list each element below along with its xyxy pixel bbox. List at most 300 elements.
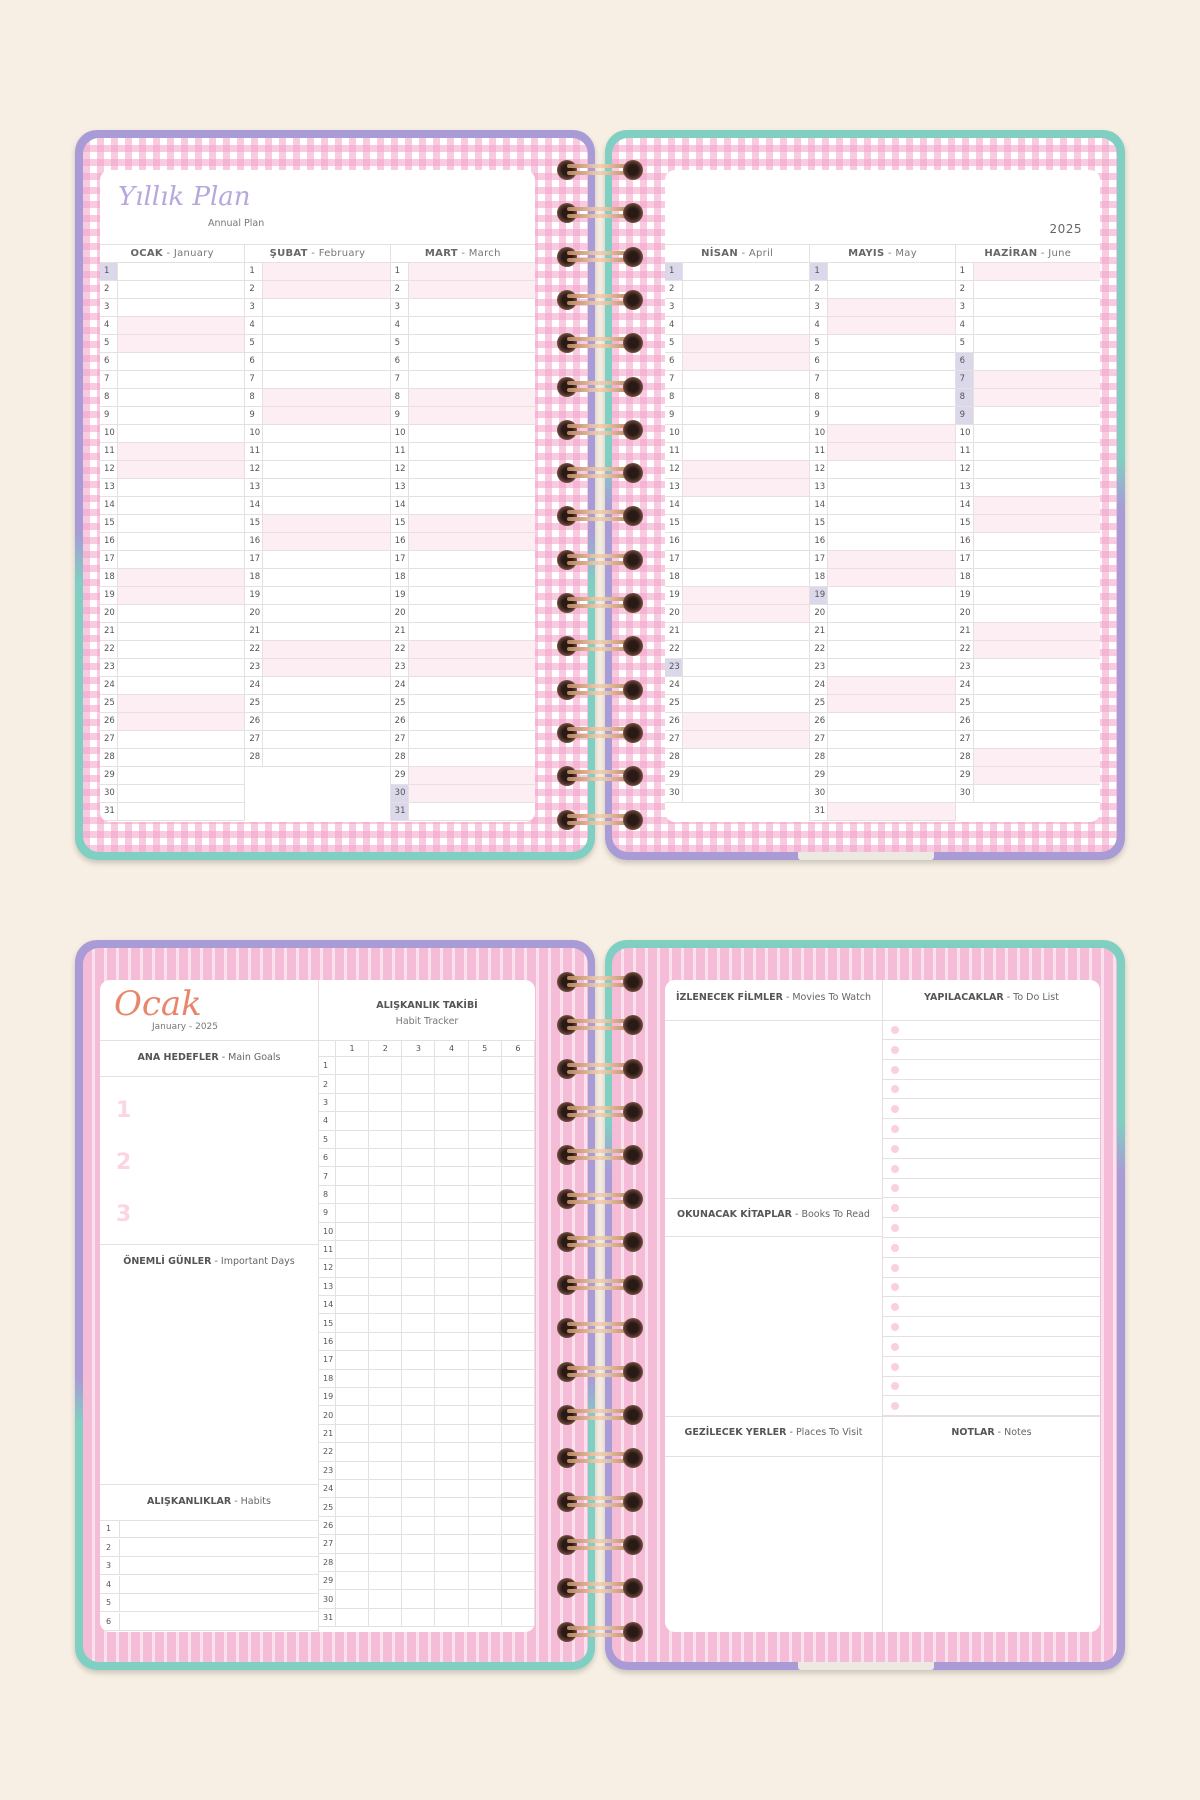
day-cell[interactable] (974, 479, 1100, 496)
day-cell[interactable] (118, 389, 244, 406)
day-cell[interactable] (409, 461, 535, 478)
day-cell[interactable] (683, 731, 809, 748)
tracker-cell[interactable] (501, 1185, 534, 1203)
day-cell[interactable] (118, 497, 244, 514)
day-cell[interactable] (409, 749, 535, 766)
tracker-cell[interactable] (369, 1167, 402, 1185)
day-cell[interactable] (263, 551, 389, 568)
tracker-cell[interactable] (468, 1498, 501, 1516)
day-cell[interactable] (263, 605, 389, 622)
tracker-cell[interactable] (402, 1093, 435, 1111)
day-cell[interactable] (683, 569, 809, 586)
day-cell[interactable] (828, 695, 954, 712)
tracker-cell[interactable] (468, 1204, 501, 1222)
tracker-cell[interactable] (336, 1112, 369, 1130)
tracker-cell[interactable] (336, 1608, 369, 1626)
day-cell[interactable] (118, 569, 244, 586)
tracker-cell[interactable] (402, 1259, 435, 1277)
tracker-cell[interactable] (369, 1516, 402, 1534)
day-cell[interactable] (263, 407, 389, 424)
tracker-cell[interactable] (336, 1185, 369, 1203)
day-cell[interactable] (683, 677, 809, 694)
tracker-cell[interactable] (402, 1479, 435, 1497)
tracker-cell[interactable] (468, 1479, 501, 1497)
todo-item[interactable] (883, 1020, 1100, 1040)
tracker-cell[interactable] (435, 1498, 468, 1516)
day-cell[interactable] (118, 479, 244, 496)
day-cell[interactable] (263, 335, 389, 352)
day-cell[interactable] (409, 371, 535, 388)
tracker-cell[interactable] (336, 1443, 369, 1461)
tracker-cell[interactable] (435, 1608, 468, 1626)
todo-item[interactable] (883, 1060, 1100, 1080)
tracker-cell[interactable] (501, 1222, 534, 1240)
day-cell[interactable] (683, 713, 809, 730)
todo-item[interactable] (883, 1396, 1100, 1416)
day-cell[interactable] (118, 659, 244, 676)
day-cell[interactable] (118, 749, 244, 766)
day-cell[interactable] (409, 623, 535, 640)
tracker-cell[interactable] (501, 1130, 534, 1148)
tracker-cell[interactable] (402, 1130, 435, 1148)
tracker-cell[interactable] (435, 1148, 468, 1166)
tracker-cell[interactable] (468, 1093, 501, 1111)
tracker-cell[interactable] (369, 1296, 402, 1314)
day-cell[interactable] (263, 443, 389, 460)
tracker-cell[interactable] (369, 1148, 402, 1166)
day-cell[interactable] (974, 695, 1100, 712)
todo-item[interactable] (883, 1238, 1100, 1258)
day-cell[interactable] (409, 767, 535, 784)
day-cell[interactable] (828, 281, 954, 298)
tracker-cell[interactable] (468, 1461, 501, 1479)
day-cell[interactable] (409, 803, 535, 820)
todo-item[interactable] (883, 1040, 1100, 1060)
tracker-cell[interactable] (501, 1608, 534, 1626)
tracker-cell[interactable] (369, 1461, 402, 1479)
tracker-cell[interactable] (468, 1553, 501, 1571)
day-cell[interactable] (118, 641, 244, 658)
tracker-cell[interactable] (501, 1167, 534, 1185)
day-cell[interactable] (263, 317, 389, 334)
habit-row[interactable] (100, 1576, 318, 1594)
tracker-cell[interactable] (501, 1461, 534, 1479)
tracker-cell[interactable] (369, 1075, 402, 1093)
tracker-cell[interactable] (435, 1296, 468, 1314)
todo-item[interactable] (883, 1317, 1100, 1337)
tracker-cell[interactable] (402, 1185, 435, 1203)
tracker-cell[interactable] (336, 1167, 369, 1185)
tracker-cell[interactable] (468, 1369, 501, 1387)
day-cell[interactable] (409, 299, 535, 316)
tracker-cell[interactable] (435, 1314, 468, 1332)
day-cell[interactable] (118, 443, 244, 460)
day-cell[interactable] (974, 713, 1100, 730)
day-cell[interactable] (683, 497, 809, 514)
day-cell[interactable] (683, 767, 809, 784)
tracker-cell[interactable] (369, 1406, 402, 1424)
day-cell[interactable] (974, 371, 1100, 388)
tracker-cell[interactable] (435, 1461, 468, 1479)
day-cell[interactable] (683, 641, 809, 658)
tracker-cell[interactable] (402, 1296, 435, 1314)
day-cell[interactable] (409, 533, 535, 550)
day-cell[interactable] (118, 425, 244, 442)
tracker-cell[interactable] (336, 1296, 369, 1314)
tracker-cell[interactable] (501, 1204, 534, 1222)
day-cell[interactable] (118, 407, 244, 424)
tracker-cell[interactable] (435, 1590, 468, 1608)
tracker-cell[interactable] (369, 1498, 402, 1516)
tracker-cell[interactable] (402, 1167, 435, 1185)
tracker-cell[interactable] (402, 1332, 435, 1350)
tracker-cell[interactable] (435, 1406, 468, 1424)
day-cell[interactable] (683, 263, 809, 280)
day-cell[interactable] (263, 695, 389, 712)
day-cell[interactable] (263, 713, 389, 730)
day-cell[interactable] (263, 479, 389, 496)
todo-item[interactable] (883, 1079, 1100, 1099)
tracker-cell[interactable] (336, 1057, 369, 1075)
day-cell[interactable] (974, 677, 1100, 694)
day-cell[interactable] (828, 569, 954, 586)
day-cell[interactable] (974, 749, 1100, 766)
tracker-cell[interactable] (369, 1332, 402, 1350)
tracker-cell[interactable] (501, 1535, 534, 1553)
tracker-cell[interactable] (369, 1057, 402, 1075)
day-cell[interactable] (828, 353, 954, 370)
tracker-cell[interactable] (369, 1479, 402, 1497)
day-cell[interactable] (263, 749, 389, 766)
todo-item[interactable] (883, 1277, 1100, 1297)
tracker-cell[interactable] (369, 1590, 402, 1608)
day-cell[interactable] (263, 425, 389, 442)
day-cell[interactable] (263, 263, 389, 280)
day-cell[interactable] (974, 533, 1100, 550)
day-cell[interactable] (409, 281, 535, 298)
tracker-cell[interactable] (468, 1388, 501, 1406)
day-cell[interactable] (409, 515, 535, 532)
tracker-cell[interactable] (402, 1057, 435, 1075)
day-cell[interactable] (409, 407, 535, 424)
tracker-cell[interactable] (501, 1075, 534, 1093)
day-cell[interactable] (409, 677, 535, 694)
tracker-cell[interactable] (468, 1406, 501, 1424)
day-cell[interactable] (828, 551, 954, 568)
todo-item[interactable] (883, 1198, 1100, 1218)
day-cell[interactable] (409, 479, 535, 496)
day-cell[interactable] (974, 551, 1100, 568)
day-cell[interactable] (683, 605, 809, 622)
day-cell[interactable] (409, 353, 535, 370)
day-cell[interactable] (828, 443, 954, 460)
todo-item[interactable] (883, 1258, 1100, 1278)
day-cell[interactable] (828, 659, 954, 676)
day-cell[interactable] (409, 569, 535, 586)
tracker-cell[interactable] (435, 1277, 468, 1295)
day-cell[interactable] (409, 605, 535, 622)
day-cell[interactable] (683, 461, 809, 478)
tracker-cell[interactable] (336, 1498, 369, 1516)
day-cell[interactable] (263, 659, 389, 676)
tracker-cell[interactable] (435, 1332, 468, 1350)
tracker-cell[interactable] (336, 1277, 369, 1295)
day-cell[interactable] (974, 317, 1100, 334)
day-cell[interactable] (409, 713, 535, 730)
tracker-cell[interactable] (402, 1369, 435, 1387)
tracker-cell[interactable] (435, 1075, 468, 1093)
day-cell[interactable] (409, 389, 535, 406)
tracker-cell[interactable] (468, 1277, 501, 1295)
day-cell[interactable] (683, 785, 809, 802)
day-cell[interactable] (828, 785, 954, 802)
tracker-cell[interactable] (468, 1130, 501, 1148)
day-cell[interactable] (683, 281, 809, 298)
tracker-cell[interactable] (402, 1240, 435, 1258)
day-cell[interactable] (683, 623, 809, 640)
day-cell[interactable] (118, 731, 244, 748)
tracker-cell[interactable] (501, 1259, 534, 1277)
tracker-cell[interactable] (336, 1204, 369, 1222)
todo-item[interactable] (883, 1119, 1100, 1139)
day-cell[interactable] (118, 461, 244, 478)
day-cell[interactable] (118, 533, 244, 550)
tracker-cell[interactable] (435, 1112, 468, 1130)
day-cell[interactable] (828, 731, 954, 748)
tracker-cell[interactable] (468, 1185, 501, 1203)
tracker-cell[interactable] (468, 1516, 501, 1534)
day-cell[interactable] (974, 497, 1100, 514)
day-cell[interactable] (828, 605, 954, 622)
tracker-cell[interactable] (435, 1388, 468, 1406)
tracker-cell[interactable] (501, 1351, 534, 1369)
day-cell[interactable] (828, 407, 954, 424)
tracker-cell[interactable] (468, 1590, 501, 1608)
day-cell[interactable] (409, 731, 535, 748)
tracker-cell[interactable] (369, 1553, 402, 1571)
day-cell[interactable] (409, 263, 535, 280)
day-cell[interactable] (974, 389, 1100, 406)
tracker-cell[interactable] (468, 1535, 501, 1553)
day-cell[interactable] (974, 587, 1100, 604)
day-cell[interactable] (118, 263, 244, 280)
tracker-cell[interactable] (336, 1314, 369, 1332)
tracker-cell[interactable] (435, 1571, 468, 1589)
tracker-cell[interactable] (501, 1148, 534, 1166)
day-cell[interactable] (683, 353, 809, 370)
todo-item[interactable] (883, 1218, 1100, 1238)
tracker-cell[interactable] (468, 1112, 501, 1130)
tracker-cell[interactable] (336, 1222, 369, 1240)
todo-item[interactable] (883, 1376, 1100, 1396)
tracker-cell[interactable] (501, 1332, 534, 1350)
day-cell[interactable] (828, 623, 954, 640)
day-cell[interactable] (974, 569, 1100, 586)
day-cell[interactable] (409, 551, 535, 568)
tracker-cell[interactable] (468, 1332, 501, 1350)
tracker-cell[interactable] (468, 1057, 501, 1075)
day-cell[interactable] (828, 497, 954, 514)
tracker-cell[interactable] (402, 1590, 435, 1608)
tracker-cell[interactable] (369, 1185, 402, 1203)
day-cell[interactable] (974, 281, 1100, 298)
tracker-cell[interactable] (336, 1075, 369, 1093)
tracker-cell[interactable] (468, 1222, 501, 1240)
day-cell[interactable] (409, 695, 535, 712)
day-cell[interactable] (263, 515, 389, 532)
tracker-cell[interactable] (435, 1369, 468, 1387)
day-cell[interactable] (828, 533, 954, 550)
day-cell[interactable] (118, 353, 244, 370)
tracker-cell[interactable] (468, 1351, 501, 1369)
tracker-cell[interactable] (369, 1424, 402, 1442)
day-cell[interactable] (118, 587, 244, 604)
tracker-cell[interactable] (402, 1351, 435, 1369)
tracker-cell[interactable] (468, 1608, 501, 1626)
tracker-cell[interactable] (501, 1553, 534, 1571)
tracker-cell[interactable] (336, 1332, 369, 1350)
day-cell[interactable] (118, 803, 244, 820)
tracker-cell[interactable] (501, 1296, 534, 1314)
tracker-cell[interactable] (435, 1259, 468, 1277)
tracker-cell[interactable] (402, 1571, 435, 1589)
day-cell[interactable] (683, 335, 809, 352)
tracker-cell[interactable] (402, 1498, 435, 1516)
tracker-cell[interactable] (501, 1057, 534, 1075)
day-cell[interactable] (974, 641, 1100, 658)
tracker-cell[interactable] (435, 1424, 468, 1442)
tracker-cell[interactable] (402, 1075, 435, 1093)
day-cell[interactable] (409, 659, 535, 676)
tracker-cell[interactable] (501, 1369, 534, 1387)
day-cell[interactable] (828, 389, 954, 406)
tracker-cell[interactable] (468, 1240, 501, 1258)
day-cell[interactable] (409, 425, 535, 442)
day-cell[interactable] (409, 785, 535, 802)
tracker-cell[interactable] (369, 1571, 402, 1589)
tracker-cell[interactable] (402, 1222, 435, 1240)
tracker-cell[interactable] (369, 1314, 402, 1332)
day-cell[interactable] (118, 767, 244, 784)
tracker-cell[interactable] (369, 1130, 402, 1148)
tracker-cell[interactable] (369, 1277, 402, 1295)
tracker-cell[interactable] (468, 1314, 501, 1332)
tracker-cell[interactable] (336, 1148, 369, 1166)
day-cell[interactable] (974, 299, 1100, 316)
tracker-cell[interactable] (435, 1093, 468, 1111)
tracker-cell[interactable] (336, 1424, 369, 1442)
day-cell[interactable] (263, 533, 389, 550)
tracker-cell[interactable] (501, 1590, 534, 1608)
day-cell[interactable] (828, 749, 954, 766)
day-cell[interactable] (118, 677, 244, 694)
tracker-cell[interactable] (501, 1443, 534, 1461)
todo-item[interactable] (883, 1337, 1100, 1357)
tracker-cell[interactable] (336, 1535, 369, 1553)
tracker-cell[interactable] (369, 1259, 402, 1277)
day-cell[interactable] (118, 695, 244, 712)
todo-item[interactable] (883, 1139, 1100, 1159)
tracker-cell[interactable] (336, 1590, 369, 1608)
day-cell[interactable] (828, 677, 954, 694)
day-cell[interactable] (828, 587, 954, 604)
tracker-cell[interactable] (501, 1516, 534, 1534)
day-cell[interactable] (683, 587, 809, 604)
day-cell[interactable] (828, 335, 954, 352)
tracker-cell[interactable] (402, 1443, 435, 1461)
tracker-cell[interactable] (435, 1204, 468, 1222)
day-cell[interactable] (118, 281, 244, 298)
day-cell[interactable] (118, 785, 244, 802)
tracker-cell[interactable] (369, 1351, 402, 1369)
tracker-cell[interactable] (468, 1424, 501, 1442)
day-cell[interactable] (974, 659, 1100, 676)
day-cell[interactable] (828, 479, 954, 496)
tracker-cell[interactable] (468, 1148, 501, 1166)
tracker-cell[interactable] (402, 1424, 435, 1442)
day-cell[interactable] (118, 713, 244, 730)
tracker-cell[interactable] (501, 1424, 534, 1442)
tracker-cell[interactable] (435, 1516, 468, 1534)
tracker-cell[interactable] (402, 1112, 435, 1130)
tracker-cell[interactable] (468, 1075, 501, 1093)
day-cell[interactable] (263, 587, 389, 604)
tracker-cell[interactable] (501, 1479, 534, 1497)
day-cell[interactable] (974, 605, 1100, 622)
day-cell[interactable] (683, 443, 809, 460)
tracker-cell[interactable] (369, 1608, 402, 1626)
tracker-cell[interactable] (336, 1571, 369, 1589)
tracker-cell[interactable] (402, 1406, 435, 1424)
tracker-cell[interactable] (501, 1406, 534, 1424)
day-cell[interactable] (118, 299, 244, 316)
tracker-cell[interactable] (501, 1314, 534, 1332)
tracker-cell[interactable] (369, 1369, 402, 1387)
day-cell[interactable] (263, 569, 389, 586)
day-cell[interactable] (828, 641, 954, 658)
day-cell[interactable] (683, 299, 809, 316)
day-cell[interactable] (683, 317, 809, 334)
day-cell[interactable] (974, 425, 1100, 442)
tracker-cell[interactable] (501, 1277, 534, 1295)
tracker-cell[interactable] (435, 1057, 468, 1075)
tracker-cell[interactable] (369, 1093, 402, 1111)
day-cell[interactable] (828, 515, 954, 532)
day-cell[interactable] (263, 353, 389, 370)
tracker-cell[interactable] (435, 1222, 468, 1240)
todo-item[interactable] (883, 1159, 1100, 1179)
tracker-cell[interactable] (435, 1240, 468, 1258)
tracker-cell[interactable] (435, 1185, 468, 1203)
tracker-cell[interactable] (336, 1461, 369, 1479)
day-cell[interactable] (974, 623, 1100, 640)
tracker-cell[interactable] (501, 1571, 534, 1589)
habit-row[interactable] (100, 1539, 318, 1557)
day-cell[interactable] (974, 767, 1100, 784)
day-cell[interactable] (683, 371, 809, 388)
day-cell[interactable] (683, 515, 809, 532)
tracker-cell[interactable] (402, 1535, 435, 1553)
tracker-cell[interactable] (501, 1498, 534, 1516)
tracker-cell[interactable] (435, 1351, 468, 1369)
day-cell[interactable] (263, 497, 389, 514)
day-cell[interactable] (409, 317, 535, 334)
tracker-cell[interactable] (369, 1443, 402, 1461)
day-cell[interactable] (828, 317, 954, 334)
tracker-cell[interactable] (369, 1112, 402, 1130)
tracker-cell[interactable] (501, 1093, 534, 1111)
day-cell[interactable] (974, 785, 1100, 802)
